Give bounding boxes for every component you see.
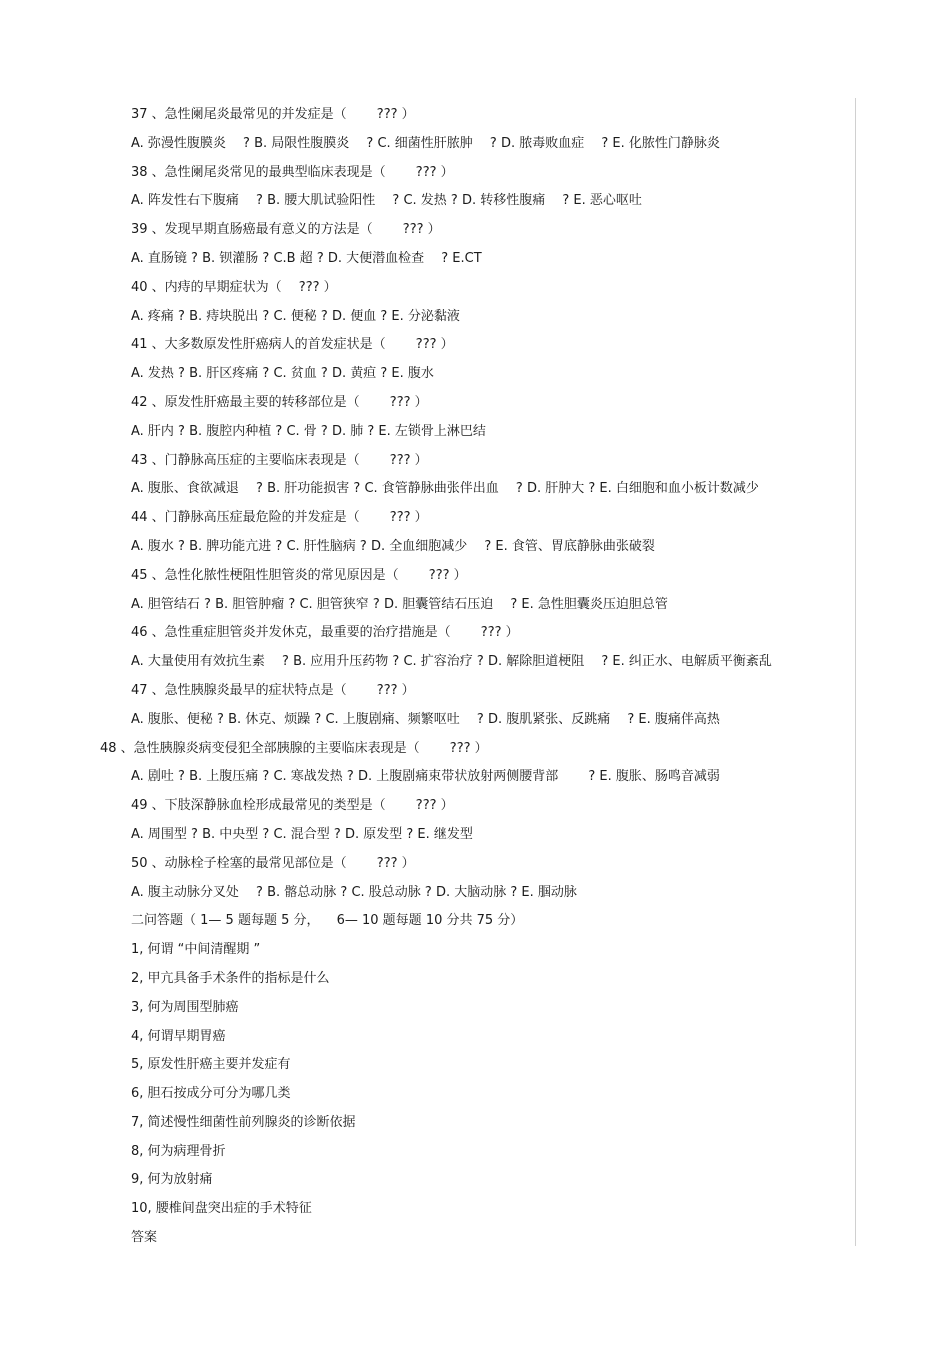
margin-rule	[855, 98, 856, 1246]
text-line: 5, 原发性肝癌主要并发症有	[131, 1057, 291, 1073]
text-line: 9, 何为放射痛	[131, 1172, 213, 1188]
text-line: 45 、急性化脓性梗阻性胆管炎的常见原因是（ ??? ）	[131, 567, 467, 583]
text-line: 二问答题（ 1— 5 题每题 5 分， 6— 10 题每题 10 分共 75 分）	[131, 913, 524, 929]
text-line: A. 肝内 ? B. 腹腔内种植 ? C. 骨 ? D. 肺 ? E. 左锁骨上淋巴结	[131, 423, 486, 439]
text-line: 46 、急性重症胆管炎并发休克，最重要的治疗措施是（ ??? ）	[131, 625, 519, 641]
text-line: 7, 简述慢性细菌性前列腺炎的诊断依据	[131, 1114, 356, 1130]
text-line: 38 、急性阑尾炎常见的最典型临床表现是（ ??? ）	[131, 164, 454, 180]
text-line: A. 腹胀、便秘 ? B. 休克、烦躁 ? C. 上腹剧痛、频繁呕吐 ? D. 腹肌紧张、反跳痛 ? E. 腹痛伴高热	[131, 711, 720, 727]
text-line: A. 腹主动脉分叉处 ? B. 髂总动脉 ? C. 股总动脉 ? D. 大脑动脉 ? E. 腘动脉	[131, 884, 577, 900]
text-line: 49 、下肢深静脉血栓形成最常见的类型是（ ??? ）	[131, 798, 454, 814]
text-line: 47 、急性胰腺炎最早的症状特点是（ ??? ）	[131, 682, 415, 698]
text-line: 6, 胆石按成分可分为哪几类	[131, 1086, 291, 1102]
text-line: 43 、门静脉高压症的主要临床表现是（ ??? ）	[131, 452, 428, 468]
text-line: 4, 何谓早期胃癌	[131, 1028, 226, 1044]
text-line: A. 腹水 ? B. 脾功能亢进 ? C. 肝性脑病 ? D. 全血细胞减少 ? E. 食管、胃底静脉曲张破裂	[131, 538, 655, 554]
text-line: 39 、发现早期直肠癌最有意义的方法是（ ??? ）	[131, 222, 441, 238]
text-line: A. 发热 ? B. 肝区疼痛 ? C. 贫血 ? D. 黄疸 ? E. 腹水	[131, 366, 434, 382]
text-line: 37 、急性阑尾炎最常见的并发症是（ ??? ）	[131, 107, 415, 122]
text-line: A. 弥漫性腹膜炎 ? B. 局限性腹膜炎 ? C. 细菌性肝脓肿 ? D. 脓毒败血症 ? E. 化脓性门静脉炎	[131, 135, 720, 151]
text-line: A. 阵发性右下腹痛 ? B. 腰大肌试验阳性 ? C. 发热 ? D. 转移性腹痛 ? E. 恶心呕吐	[131, 193, 642, 209]
text-line: 10, 腰椎间盘突出症的手术特征	[131, 1201, 312, 1217]
text-line: 8, 何为病理骨折	[131, 1143, 226, 1159]
text-line: A. 疼痛 ? B. 痔块脱出 ? C. 便秘 ? D. 便血 ? E. 分泌黏液	[131, 308, 460, 324]
text-line: 44 、门静脉高压症最危险的并发症是（ ??? ）	[131, 510, 428, 526]
text-line: A. 胆管结石 ? B. 胆管肿瘤 ? C. 胆管狭窄 ? D. 胆囊管结石压迫 ? E. 急性胆囊炎压迫胆总管	[131, 596, 668, 612]
text-line: 1, 何谓 “中间清醒期 ”	[131, 942, 261, 958]
text-line: 答案	[131, 1230, 158, 1246]
text-line: A. 周围型 ? B. 中央型 ? C. 混合型 ? D. 原发型 ? E. 继发型	[131, 826, 473, 842]
text-line: A. 腹胀、食欲减退 ? B. 肝功能损害 ? C. 食管静脉曲张伴出血 ? D. 肝肿大 ? E. 白细胞和血小板计数减少	[131, 481, 759, 497]
text-line: A. 大量使用有效抗生素 ? B. 应用升压药物 ? C. 扩容治疗 ? D. 解除胆道梗阻 ? E. 纠正水、电解质平衡紊乱	[131, 654, 772, 670]
text-line: 41 、大多数原发性肝癌病人的首发症状是（ ??? ）	[131, 337, 454, 353]
text-line: 40 、内痔的早期症状为（ ??? ）	[131, 279, 337, 295]
text-line: A. 剧吐 ? B. 上腹压痛 ? C. 寒战发热 ? D. 上腹剧痛束带状放射两侧腰背部 ? E. 腹胀、肠鸣音减弱	[131, 769, 720, 785]
text-line: 48 、急性胰腺炎病变侵犯全部胰腺的主要临床表现是（ ??? ）	[100, 740, 488, 756]
text-line: 42 、原发性肝癌最主要的转移部位是（ ??? ）	[131, 394, 428, 410]
document-body	[0, 101, 850, 1253]
text-line: A. 直肠镜 ? B. 钡灌肠 ? C.B 超 ? D. 大便潜血检查 ? E.CT	[131, 250, 482, 266]
text-line: 3, 何为周围型肺癌	[131, 999, 239, 1015]
text-line: 2, 甲亢具备手术条件的指标是什么	[131, 970, 330, 986]
text-line: 50 、动脉栓子栓塞的最常见部位是（ ??? ）	[131, 855, 415, 871]
